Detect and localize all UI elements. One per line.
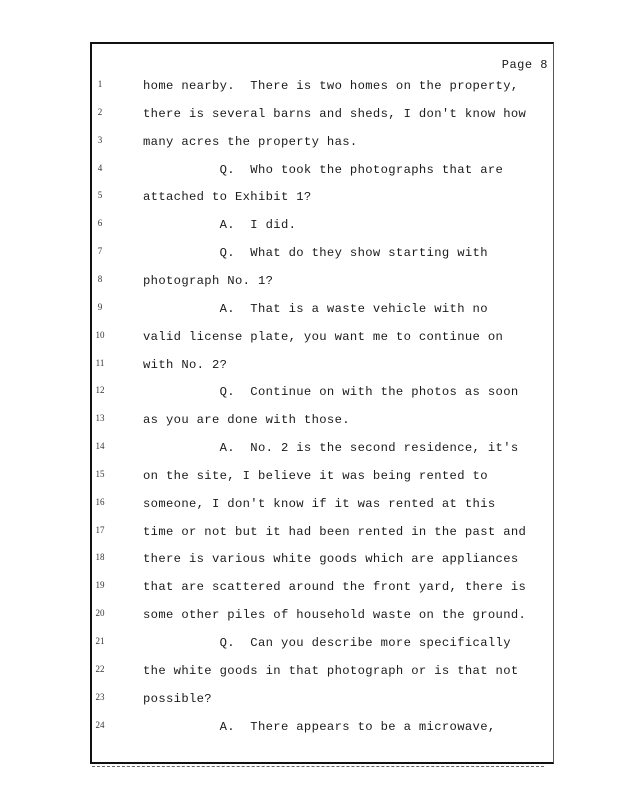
transcript-line xyxy=(90,330,554,350)
line-number: 5 xyxy=(97,190,103,201)
line-number: 9 xyxy=(97,301,103,312)
transcript-line xyxy=(90,218,554,238)
transcript-line xyxy=(90,385,554,405)
line-number: 23 xyxy=(95,691,105,702)
line-number: 8 xyxy=(97,273,103,284)
transcript-line xyxy=(90,135,554,155)
line-text: on the site, I believe it was being rented to xyxy=(143,468,488,483)
line-number: 14 xyxy=(95,441,105,452)
transcript-line xyxy=(90,163,554,183)
line-number: 13 xyxy=(95,413,105,424)
line-number: 22 xyxy=(95,663,105,674)
line-number: 2 xyxy=(97,106,103,117)
line-number: 16 xyxy=(95,496,105,507)
line-number: 20 xyxy=(95,608,105,619)
line-number: 24 xyxy=(95,719,105,730)
line-text: A. That is a waste vehicle with no xyxy=(143,301,488,316)
line-text: Q. Who took the photographs that are xyxy=(143,162,504,177)
line-text: home nearby. There is two homes on the property, xyxy=(143,79,519,93)
line-text: A. There appears to be a microwave, xyxy=(143,719,496,734)
page-number: Page 8 xyxy=(501,58,548,72)
transcript-line xyxy=(90,692,554,712)
transcript-line xyxy=(90,636,554,656)
transcript-line xyxy=(90,580,554,600)
line-number: 15 xyxy=(95,468,105,479)
line-number: 17 xyxy=(95,524,105,535)
line-number: 4 xyxy=(97,162,103,173)
line-text: that are scattered around the front yard, there is xyxy=(143,580,527,595)
line-text: Q. Continue on with the photos as soon xyxy=(143,385,519,400)
line-text: someone, I don't know if it was rented at this xyxy=(143,496,496,511)
line-text: possible? xyxy=(143,691,212,706)
transcript-line xyxy=(90,497,554,517)
footer-rule xyxy=(92,766,544,768)
line-text: valid license plate, you want me to continue on xyxy=(143,329,504,344)
line-text: A. No. 2 is the second residence, it's xyxy=(143,441,519,456)
line-text: the white goods in that photograph or is that not xyxy=(143,663,519,678)
line-text: there is several barns and sheds, I don't know how xyxy=(143,106,527,121)
line-number: 21 xyxy=(95,636,105,646)
transcript-line xyxy=(90,664,554,684)
transcript-line xyxy=(90,525,554,545)
line-text: with No. 2? xyxy=(143,357,228,372)
line-text: attached to Exhibit 1? xyxy=(143,190,312,205)
transcript-line xyxy=(90,441,554,461)
transcript-line xyxy=(90,302,554,322)
line-number: 18 xyxy=(95,552,105,563)
transcript-line xyxy=(90,552,554,572)
line-text: as you are done with those. xyxy=(143,413,350,428)
transcript-line xyxy=(90,190,554,210)
line-number: 1 xyxy=(97,79,103,89)
transcript-line xyxy=(90,720,554,740)
transcript-line xyxy=(90,608,554,628)
transcript-line xyxy=(90,246,554,266)
line-text: there is various white goods which are appliances xyxy=(143,552,519,567)
line-number: 19 xyxy=(95,580,105,591)
line-text: A. I did. xyxy=(143,218,297,233)
transcript-line xyxy=(90,274,554,294)
line-text: some other piles of household waste on the ground. xyxy=(143,608,527,623)
line-text: time or not but it had been rented in the past and xyxy=(143,524,527,539)
transcript-line xyxy=(90,413,554,433)
line-number: 12 xyxy=(95,385,105,396)
transcript-line xyxy=(90,79,554,99)
transcript-line xyxy=(90,107,554,127)
transcript-line xyxy=(90,358,554,378)
line-text: Q. What do they show starting with xyxy=(143,246,488,261)
line-number: 10 xyxy=(95,329,105,340)
transcript-line xyxy=(90,469,554,489)
line-number: 7 xyxy=(97,246,103,257)
line-number: 6 xyxy=(97,218,103,229)
line-text: photograph No. 1? xyxy=(143,273,274,288)
line-number: 11 xyxy=(95,357,105,368)
line-text: many acres the property has. xyxy=(143,134,358,149)
line-number: 3 xyxy=(97,134,103,145)
line-text: Q. Can you describe more specifically xyxy=(143,636,511,650)
